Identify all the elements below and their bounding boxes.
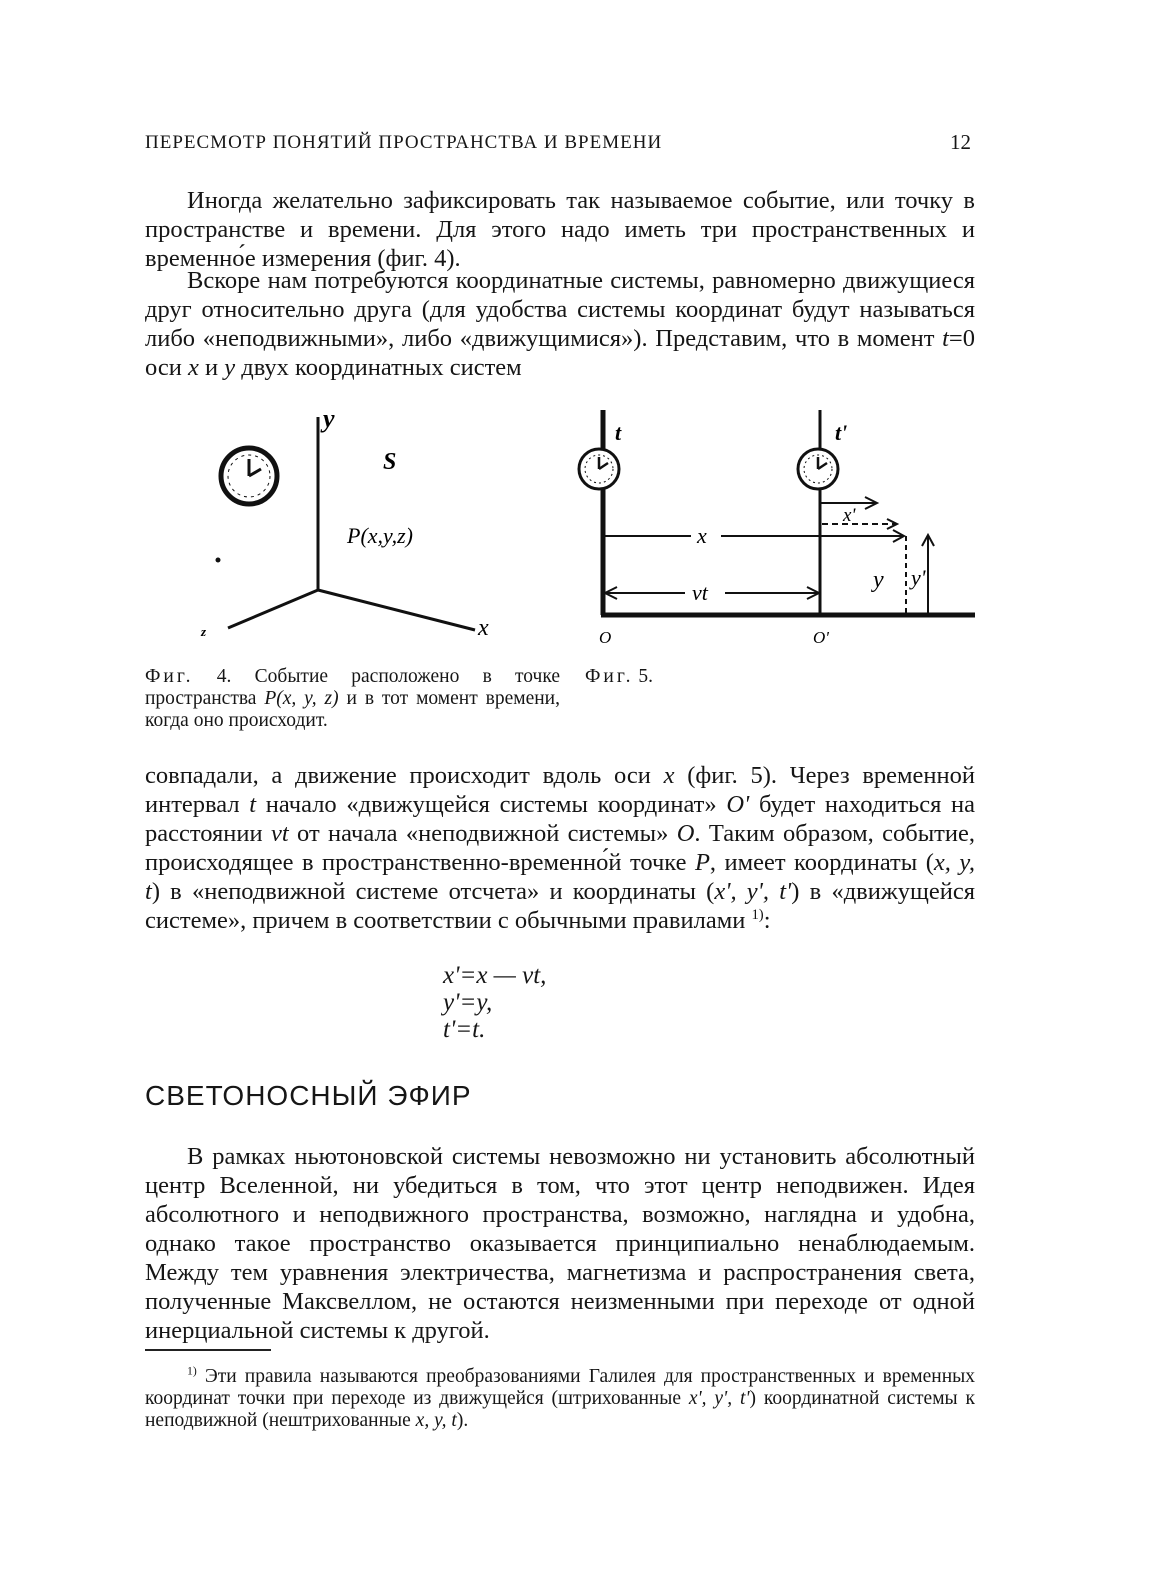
p3-s1: совпадали, а движение происходит вдоль оси: [145, 762, 664, 789]
fig5-label-t-prime: t': [835, 420, 848, 445]
fig5-label-x-prime: x': [843, 505, 856, 526]
figure-5-caption: [585, 666, 785, 688]
p2-x: x: [187, 354, 199, 381]
equation-line: x'=x — vt,: [443, 962, 547, 989]
p3-s4: будет находиться на расстоянии: [145, 791, 976, 847]
footnote-mid: ) координатной системы к неподвижной (нештрихованные: [145, 1388, 975, 1431]
p3-coords: x, y, t: [145, 849, 975, 905]
p2-t: t: [942, 325, 949, 352]
footnote-divider: [145, 1349, 271, 1351]
p3-s7: , имеет координаты (: [709, 849, 934, 876]
fig5-label-vt: vt: [692, 580, 708, 605]
running-header: [145, 132, 975, 162]
fig4-caption-point: P(x, y, z): [264, 688, 339, 709]
figure-5-diagram: [573, 405, 978, 655]
fig5-label-t: t: [615, 420, 622, 445]
p3-s10: :: [763, 907, 771, 934]
page-number: 12: [950, 130, 971, 154]
p3-s5: от начала «неподвижной системы»: [288, 820, 677, 847]
clock-icon: [579, 449, 619, 489]
fig5-label-y-prime: y': [911, 565, 926, 590]
paragraph-3: [145, 761, 975, 935]
fig4-caption-end: и в тот момент времени, когда оно происходит.: [145, 688, 560, 731]
fig4-caption-prefix: Фиг.: [145, 666, 194, 687]
point-dot: [216, 558, 221, 563]
p3-o-prime: O': [726, 791, 750, 818]
footnote-reference[interactable]: 1): [751, 906, 764, 923]
fig4-label-point: P(x,y,z): [347, 523, 413, 548]
fig5-label-o: O: [599, 628, 612, 647]
p2-text: Вскоре нам потребуются координатные системы, равномерно движущиеся друг относительно друга (для удобства системы координат будут называться либо «неподвижными», либо «движущимися»). Представим, что в момент: [145, 267, 975, 352]
footnote-end: ).: [456, 1410, 469, 1431]
footnote-unprimed: x, y, t: [415, 1410, 457, 1431]
fig5-caption-text: 5.: [633, 666, 654, 687]
z-axis: [228, 590, 318, 628]
p2-and: и: [198, 354, 225, 381]
footnote: [145, 1366, 975, 1432]
fig4-label-x: x: [478, 615, 489, 641]
footnote-mark: 1): [187, 1364, 197, 1378]
p2-y: y: [224, 354, 236, 381]
p3-o: O: [676, 820, 695, 847]
fig5-caption-prefix: Фиг.: [585, 666, 634, 687]
p3-coords-prime: x', y', t': [714, 878, 792, 905]
fig4-label-s: S: [383, 449, 397, 475]
p2-t-rest: =0 оси: [145, 325, 975, 381]
equation-line: y'=y,: [443, 989, 493, 1016]
footnote-text: Эти правила называются преобразованиями Галилея для пространственных и временных координат точки при переходе из движущейся (штрихованные: [145, 1366, 975, 1409]
p3-x: x: [663, 762, 675, 789]
fig5-label-x: x: [697, 523, 707, 548]
p3-s3: начало «движущейся системы координат»: [256, 791, 727, 818]
figure-4-diagram: [193, 405, 513, 650]
fig4-label-y: y: [323, 405, 335, 433]
paragraph-4: В рамках ньютоновской системы невозможно ни установить абсолютный центр Вселенной, ни убедиться в том, что этот центр неподвижен. Идея абсолютного и неподвижного пространства, возможно, наглядна и удобна, однако такое пространство оказывается принципиально ненаблюдаемым. Между тем уравнения электричества, магнетизма и распространения света, полученные Максвеллом, не остаются неизменными при переходе от одной инерциальной системы к другой.: [145, 1143, 975, 1344]
clock-icon: [221, 448, 277, 504]
fig4-caption-text: 4. Событие расположено в точке пространства: [145, 666, 560, 709]
p3-s2: (фиг. 5). Через временной интервал: [145, 762, 975, 818]
equation-line: t'=t.: [443, 1016, 486, 1043]
p3-t: t: [249, 791, 257, 818]
p3-vt: vt: [271, 820, 289, 847]
paragraph-2: [145, 266, 975, 382]
paragraph-1: Иногда желательно зафиксировать так называемое событие, или точку в пространстве и времени. Для этого надо иметь три пространственных и временно́е измерения (фиг. 4).: [145, 187, 975, 272]
fig5-label-y: y: [873, 567, 884, 593]
fig5-label-o-prime: O': [813, 628, 829, 647]
p3-s9: ) в «движущейся системе», причем в соответствии с обычными правилами: [145, 878, 976, 934]
header-title: ПЕРЕСМОТР ПОНЯТИЙ ПРОСТРАНСТВА И ВРЕМЕНИ: [145, 132, 663, 153]
footnote-primed: x', y', t': [688, 1388, 750, 1409]
p3-s6: . Таким образом, событие, происходящее в пространственно-временно́й точке: [145, 820, 975, 876]
figure-4-caption: [145, 666, 560, 732]
p3-s8: ) в «неподвижной системе отсчета» и координаты (: [151, 878, 715, 905]
section-heading: СВЕТОНОСНЫЙ ЭФИР: [145, 1080, 472, 1111]
fig4-label-z: z: [201, 624, 207, 639]
p2-end: двух координатных систем: [235, 354, 522, 381]
clock-prime-icon: [798, 449, 838, 489]
x-axis: [318, 590, 475, 630]
p3-p: P: [694, 849, 710, 876]
galilean-equations: [443, 962, 663, 1043]
